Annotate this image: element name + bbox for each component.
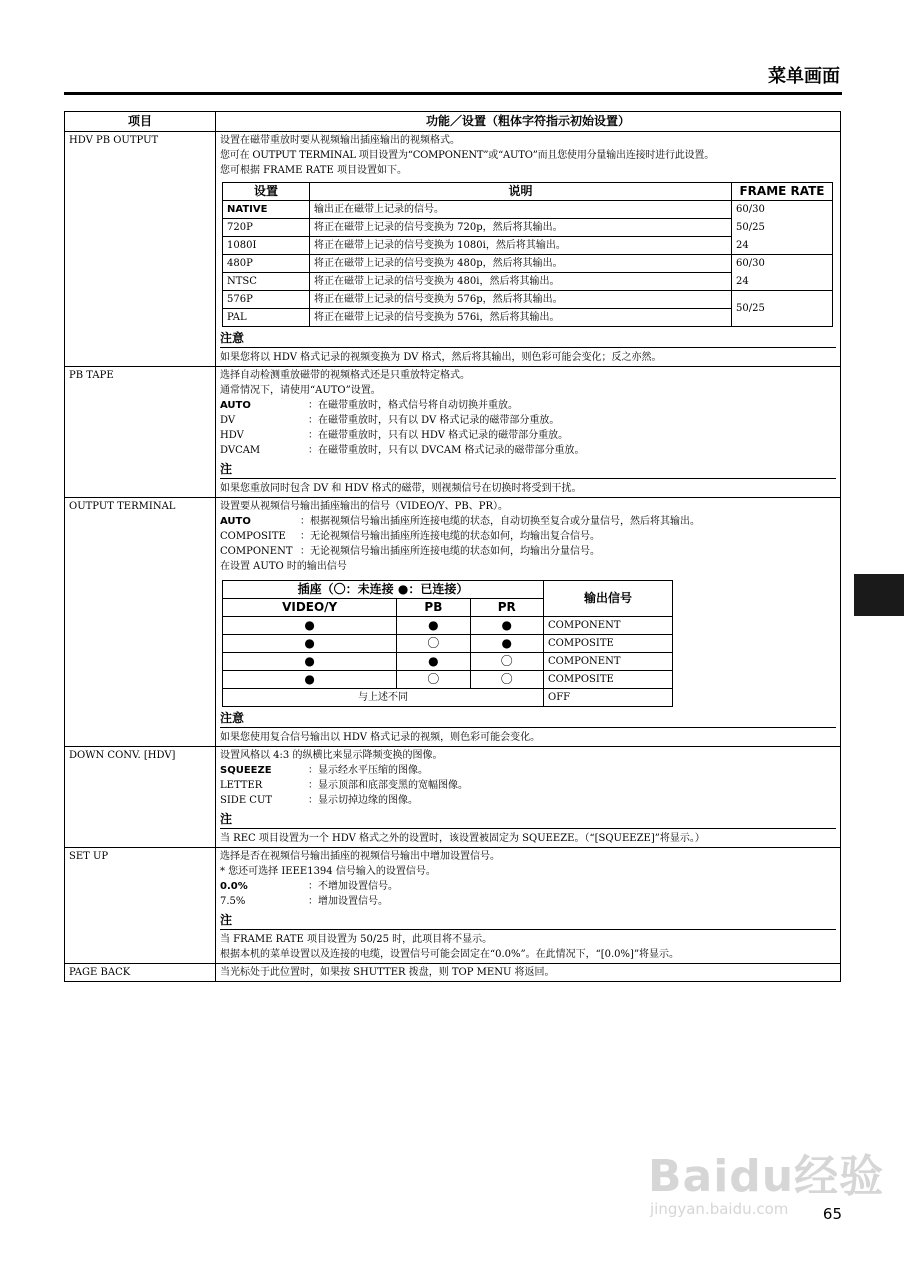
- option-side-cut: [220, 793, 836, 808]
- status-cell: ●: [223, 671, 397, 689]
- option-key: HDV: [220, 430, 244, 441]
- option-key: LETTER: [220, 780, 263, 791]
- row-page-back: [65, 964, 841, 982]
- header-item: 项目: [65, 112, 216, 132]
- note-heading: 注: [220, 913, 836, 930]
- watermark: [648, 1140, 884, 1218]
- desc-cell: 将正在磁带上记录的信号变换为 576i，然后将其输出。: [310, 309, 732, 327]
- setting-cell: 720P: [223, 219, 310, 237]
- option-key: COMPOSITE: [220, 531, 286, 542]
- desc-line: 选择是否在视频信号输出插座的视频信号输出中增加设置信号。: [220, 851, 500, 862]
- option-dvcam: [220, 443, 836, 458]
- option-75: [220, 894, 836, 909]
- desc-line: * 您还可选择 IEEE1394 信号输入的设置信号。: [220, 866, 436, 877]
- option-component: [220, 544, 836, 559]
- option-desc: ：显示切掉边缘的图像。: [308, 795, 418, 806]
- sub-header-setting: 设置: [223, 183, 310, 201]
- table-row: [223, 671, 673, 689]
- option-desc: ：无论视频信号输出插座所连接电缆的状态如何，均输出分量信号。: [300, 546, 600, 557]
- item-content: [216, 367, 841, 498]
- option-key: DVCAM: [220, 445, 261, 456]
- table-row: [223, 291, 833, 309]
- status-cell: ●: [470, 617, 544, 635]
- option-letter: [220, 778, 836, 793]
- table-row: [223, 653, 673, 671]
- row-down-conv: [65, 747, 841, 848]
- note-text: 如果您重放同时包含 DV 和 HDV 格式的磁带，则视频信号在切换时将受到干扰。: [220, 483, 582, 494]
- note-heading: 注意: [220, 331, 836, 348]
- option-desc: ：显示顶部和底部变黑的宽幅图像。: [308, 780, 468, 791]
- table-row: [223, 617, 673, 635]
- other-cell: 与上述不同: [223, 689, 544, 707]
- row-set-up: [65, 848, 841, 964]
- note-text: 如果您将以 HDV 格式记录的视频变换为 DV 格式，然后将其输出，则色彩可能会变化；反之亦然。: [220, 352, 662, 363]
- note-heading: 注意: [220, 711, 836, 728]
- option-desc: ：不增加设置信号。: [308, 881, 398, 892]
- col-video: VIDEO/Y: [223, 599, 397, 617]
- desc-line: 选择自动检测重放磁带的视频格式还是只重放特定格式。: [220, 370, 470, 381]
- status-cell: ●: [397, 617, 470, 635]
- option-composite: [220, 529, 836, 544]
- rate-cell: 24: [732, 237, 833, 255]
- rate-cell: 60/30: [732, 201, 833, 219]
- table-header-row: [65, 112, 841, 132]
- item-label: OUTPUT TERMINAL: [65, 498, 216, 747]
- table-row: [223, 689, 673, 707]
- option-desc: ：无论视频信号输出插座所连接电缆的状态如何，均输出复合信号。: [300, 531, 600, 542]
- jack-header: 插座（〇：未连接 ●：已连接）: [223, 581, 544, 599]
- option-squeeze: [220, 763, 836, 778]
- chapter-tab: [854, 574, 904, 616]
- option-desc: ：在磁带重放时，只有以 DV 格式记录的磁带部分重放。: [308, 415, 560, 426]
- desc-line: 通常情况下，请使用“AUTO”设置。: [220, 385, 381, 396]
- output-cell: OFF: [544, 689, 673, 707]
- option-desc: ：显示经水平压缩的图像。: [308, 765, 428, 776]
- option-hdv: [220, 428, 836, 443]
- option-key: AUTO: [220, 516, 251, 527]
- status-cell: 〇: [470, 671, 544, 689]
- output-cell: COMPONENT: [544, 617, 673, 635]
- table-row: [223, 273, 833, 291]
- status-cell: 〇: [397, 635, 470, 653]
- option-key: SQUEEZE: [220, 765, 272, 776]
- desc-cell: 将正在磁带上记录的信号变换为 480i，然后将其输出。: [310, 273, 732, 291]
- watermark-url: jingyan.baidu.com: [650, 1200, 789, 1218]
- row-pb-tape: [65, 367, 841, 498]
- option-key: 0.0%: [220, 881, 248, 892]
- desc-cell: 将正在磁带上记录的信号变换为 576p，然后将其输出。: [310, 291, 732, 309]
- connection-table: [222, 580, 673, 707]
- note-text: 当 FRAME RATE 项目设置为 50/25 时，此项目将不显示。: [220, 934, 493, 945]
- option-0: [220, 879, 836, 894]
- option-dv: [220, 413, 836, 428]
- desc-cell: 将正在磁带上记录的信号变换为 480p，然后将其输出。: [310, 255, 732, 273]
- option-desc: ：增加设置信号。: [308, 896, 388, 907]
- frame-rate-table: [222, 182, 833, 327]
- option-key: DV: [220, 415, 236, 426]
- item-content: [216, 747, 841, 848]
- rate-cell: 50/25: [732, 291, 833, 327]
- header-rule: [64, 92, 842, 95]
- setting-cell: NTSC: [223, 273, 310, 291]
- col-pb: PB: [397, 599, 470, 617]
- output-cell: COMPOSITE: [544, 671, 673, 689]
- desc-line: 设置风格以 4:3 的纵横比来显示降频变换的图像。: [220, 750, 443, 761]
- desc-cell: 输出正在磁带上记录的信号。: [310, 201, 732, 219]
- desc-cell: 将正在磁带上记录的信号变换为 1080i，然后将其输出。: [310, 237, 732, 255]
- option-key: 7.5%: [220, 896, 246, 907]
- table-row: [223, 255, 833, 273]
- sub-header-desc: 说明: [310, 183, 732, 201]
- table-row: [223, 201, 833, 219]
- note-heading: 注: [220, 462, 836, 479]
- table-row: [223, 635, 673, 653]
- option-desc: ：在磁带重放时，只有以 DVCAM 格式记录的磁带部分重放。: [308, 445, 585, 456]
- option-key: AUTO: [220, 400, 251, 411]
- row-hdv-pb-output: [65, 132, 841, 367]
- page-title: 菜单画面: [768, 66, 840, 87]
- option-key: SIDE CUT: [220, 795, 273, 806]
- status-cell: 〇: [397, 671, 470, 689]
- option-desc: ：在磁带重放时，只有以 HDV 格式记录的磁带部分重放。: [308, 430, 569, 441]
- menu-table: [64, 111, 841, 982]
- status-cell: ●: [223, 617, 397, 635]
- output-cell: COMPOSITE: [544, 635, 673, 653]
- setting-cell: NATIVE: [223, 201, 310, 219]
- col-pr: PR: [470, 599, 544, 617]
- setting-cell: PAL: [223, 309, 310, 327]
- status-cell: ●: [223, 635, 397, 653]
- status-cell: ●: [470, 635, 544, 653]
- item-label: SET UP: [65, 848, 216, 964]
- setting-cell: 1080I: [223, 237, 310, 255]
- rate-cell: 60/30: [732, 255, 833, 273]
- desc-cell: 将正在磁带上记录的信号变换为 720p，然后将其输出。: [310, 219, 732, 237]
- status-cell: 〇: [470, 653, 544, 671]
- item-label: PAGE BACK: [65, 964, 216, 982]
- table-row: [223, 237, 833, 255]
- note-text: 如果您使用复合信号输出以 HDV 格式记录的视频，则色彩可能会变化。: [220, 732, 541, 743]
- item-label: DOWN CONV. [HDV]: [65, 747, 216, 848]
- note-text: 根据本机的菜单设置以及连接的电缆，设置信号可能会固定在“0.0%”。在此情况下，“[0.0%]”将显示。: [220, 949, 680, 960]
- note-text: 当 REC 项目设置为一个 HDV 格式之外的设置时，该设置被固定为 SQUEEZE。（“[SQUEEZE]”将显示。）: [220, 833, 705, 844]
- desc-line: 设置要从视频信号输出插座输出的信号（VIDEO/Y、PB、PR）。: [220, 501, 508, 512]
- desc-line: 您可在 OUTPUT TERMINAL 项目设置为“COMPONENT”或“AUTO”而且您使用分量输出连接时进行此设置。: [220, 150, 715, 161]
- watermark-brand: Baidu经验: [648, 1151, 885, 1202]
- rate-cell: 50/25: [732, 219, 833, 237]
- status-cell: ●: [223, 653, 397, 671]
- note-heading: 注: [220, 812, 836, 829]
- row-output-terminal: [65, 498, 841, 747]
- desc-line: 您可根据 FRAME RATE 项目设置如下。: [220, 165, 407, 176]
- option-auto: [220, 398, 836, 413]
- page-number: 65: [822, 1205, 842, 1223]
- item-content: [216, 132, 841, 367]
- header-function: 功能／设置（粗体字符指示初始设置）: [216, 112, 841, 132]
- option-desc: ：根据视频信号输出插座所连接电缆的状态，自动切换至复合或分量信号，然后将其输出。: [300, 516, 700, 527]
- desc-line: 设置在磁带重放时要从视频输出插座输出的视频格式。: [220, 135, 460, 146]
- output-header: 输出信号: [544, 581, 673, 617]
- option-auto: [220, 514, 836, 529]
- rate-cell: 24: [732, 273, 833, 291]
- table-row: [223, 219, 833, 237]
- option-key: COMPONENT: [220, 546, 293, 557]
- sub-header-rate: FRAME RATE: [732, 183, 833, 201]
- setting-cell: 576P: [223, 291, 310, 309]
- option-desc: ：在磁带重放时，格式信号将自动切换并重放。: [308, 400, 518, 411]
- item-content: [216, 848, 841, 964]
- item-label: PB TAPE: [65, 367, 216, 498]
- item-content: 当光标处于此位置时，如果按 SHUTTER 拨盘，则 TOP MENU 将返回。: [216, 964, 841, 982]
- setting-cell: 480P: [223, 255, 310, 273]
- desc-line: 在设置 AUTO 时的输出信号: [220, 561, 347, 572]
- item-content: [216, 498, 841, 747]
- item-label: HDV PB OUTPUT: [65, 132, 216, 367]
- status-cell: ●: [397, 653, 470, 671]
- output-cell: COMPONENT: [544, 653, 673, 671]
